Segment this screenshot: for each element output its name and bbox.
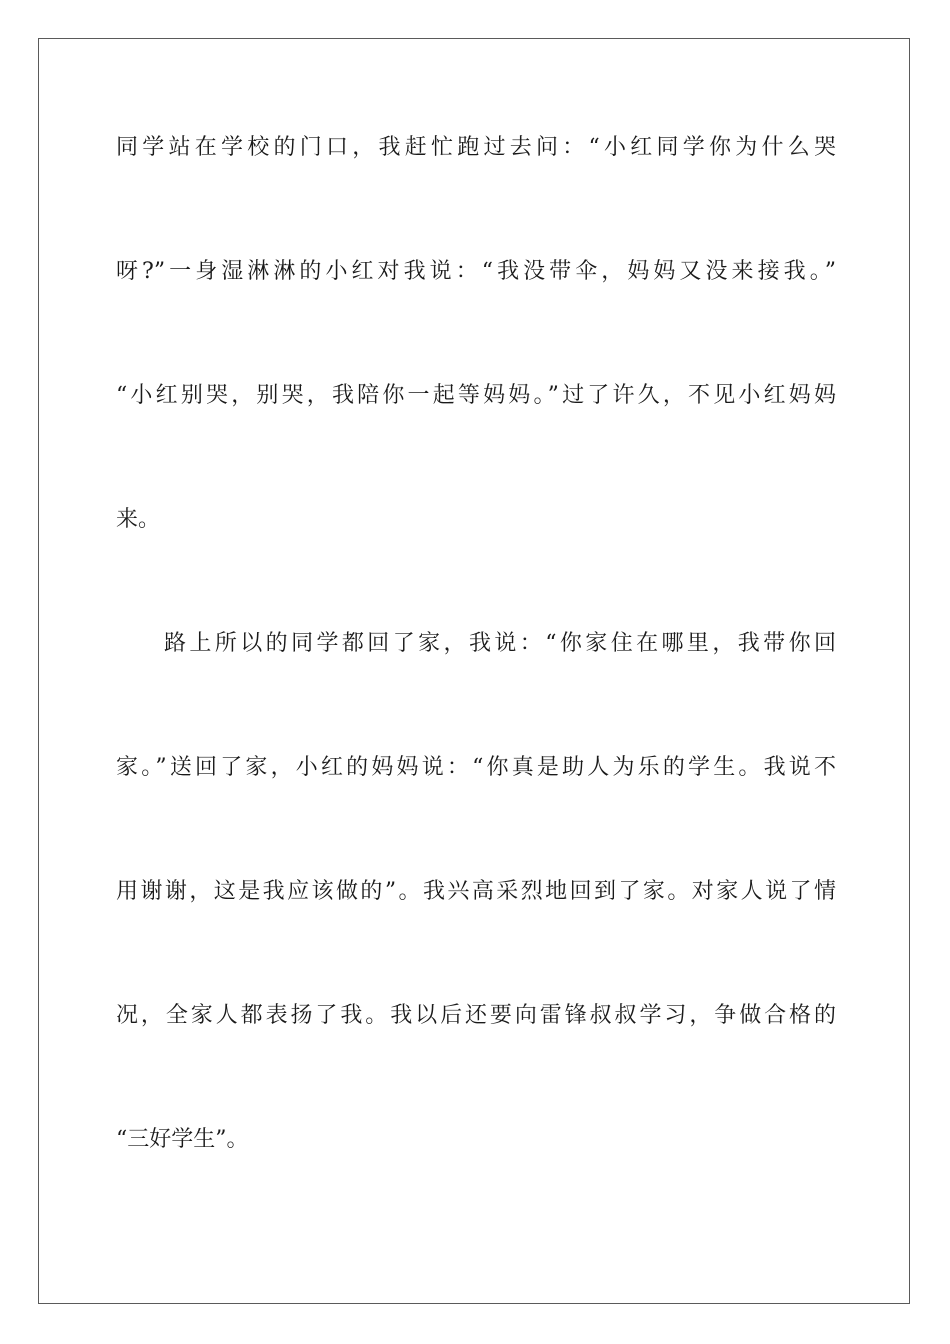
text-line: 来。 (116, 507, 161, 532)
text-line: 用谢谢，这是我应该做的”。我兴高采烈地回到了家。对家人说了情 (116, 879, 836, 904)
text-line: “三好学生”。 (116, 1127, 249, 1152)
text-line: 况，全家人都表扬了我。我以后还要向雷锋叔叔学习，争做合格的 (116, 1003, 836, 1028)
text-line: 家。”送回了家，小红的妈妈说：“你真是助人为乐的学生。我说不 (116, 755, 836, 780)
text-line: “小红别哭，别哭，我陪你一起等妈妈。”过了许久，不见小红妈妈 (116, 383, 836, 408)
page-border (38, 38, 910, 1304)
paragraph-first-line: 路上所以的同学都回了家，我说：“你家住在哪里，我带你回 (164, 631, 836, 656)
text-line: 呀?”一身湿淋淋的小红对我说：“我没带伞，妈妈又没来接我。” (116, 259, 836, 284)
text-line: 同学站在学校的门口，我赶忙跑过去问：“小红同学你为什么哭 (116, 135, 836, 160)
